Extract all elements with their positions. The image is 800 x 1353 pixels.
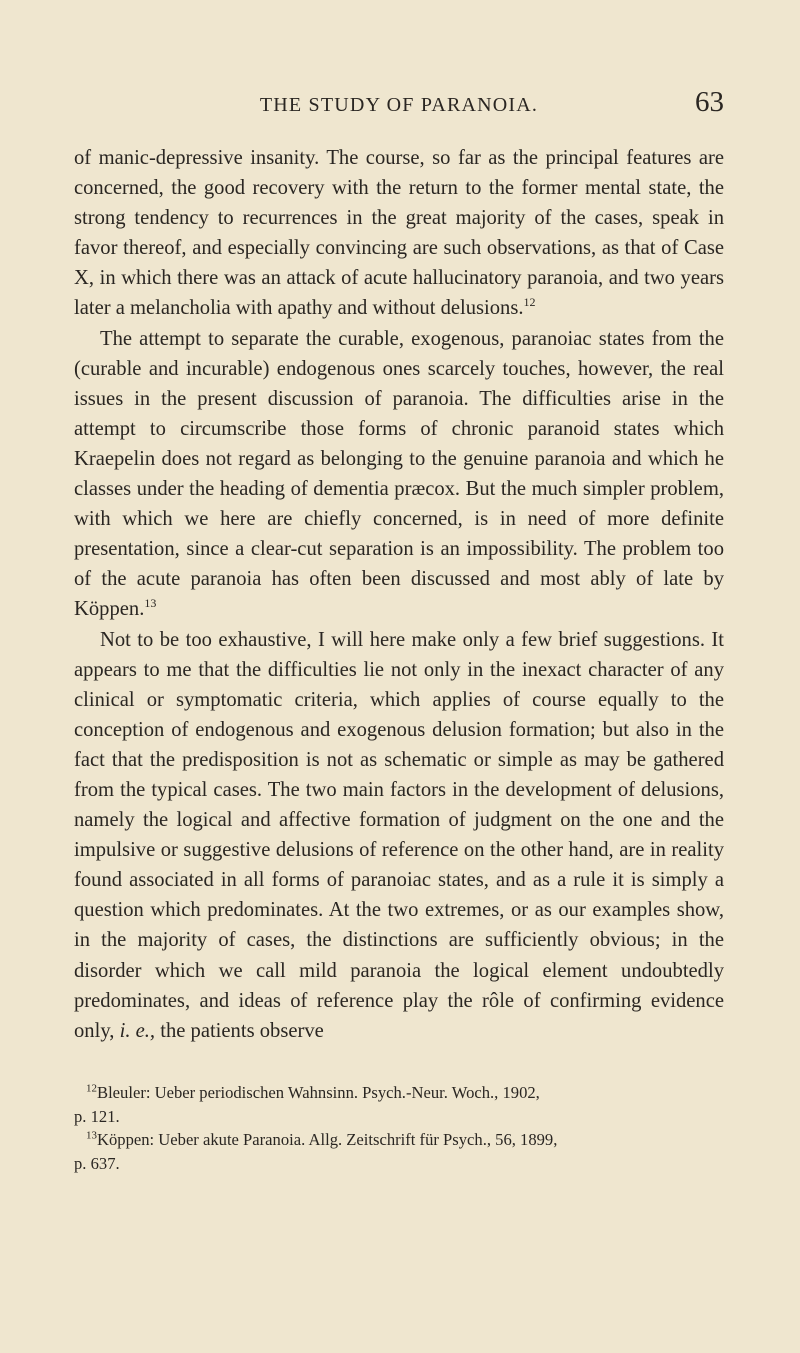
footnote-mark-13: 13 xyxy=(86,1129,97,1142)
running-title: THE STUDY OF PARANOIA. xyxy=(259,94,539,116)
footnote-ref-13: 13 xyxy=(144,596,157,611)
footnote-13-cont xyxy=(74,1152,724,1176)
footnote-13-line1: Köppen: Ueber akute Paranoia. Allg. Zeitschrift für Psych., 56, 1899, xyxy=(97,1130,558,1149)
paragraph-2-text: The attempt to separate the curable, exogenous, paranoiac states from the (curable and incurable) endogenous ones scarcely touches, however, the real issues in the present discussion of paranoia. The difficulties arise in the attempt to circumscribe those forms of chronic paranoid states which Kraepelin does not regard as belonging to the genuine paranoia and which he classes under the heading of dementia præcox. But the much simpler problem, with which we here are chiefly concerned, is in need of more definite presentation, since a clear-cut separation is an impossibility. The problem too of the acute paranoia has often been discussed and most ably of late by Köppen. xyxy=(74,327,724,621)
footnotes xyxy=(74,1081,724,1175)
footnote-12 xyxy=(74,1081,724,1105)
paragraph-1 xyxy=(74,143,724,324)
page-number: 63 xyxy=(695,86,724,118)
footnote-12-line1: Bleuler: Ueber periodischen Wahnsinn. Psych.-Neur. Woch., 1902, xyxy=(97,1083,540,1102)
footnote-12-line2: p. 121. xyxy=(74,1106,120,1126)
paragraph-3-italic: i. e., xyxy=(119,1019,156,1042)
footnote-ref-12: 12 xyxy=(523,295,536,310)
footnote-13 xyxy=(74,1128,724,1152)
body-text xyxy=(74,143,724,1046)
paragraph-3 xyxy=(74,625,724,1046)
paragraph-3-text: Not to be too exhaustive, I will here make only a few brief suggestions. It appears to me that the difficulties lie not only in the inexact character of any clinical or symptomatic criteria, which applies of course equally to the conception of endogenous and exogenous delusion formation; but also in the fact that the predisposition is not as schematic or simple as may be gathered from the typical cases. The two main factors in the development of delusions, namely the logical and affective formation of judgment on the one and the impulsive or suggestive delusions of reference on the other hand, are in reality found associated in all forms of paranoiac states, and as a rule it is simply a question which predominates. At the two extremes, or as our examples show, in the majority of cases, the distinctions are sufficiently obvious; in the disorder which we call mild paranoia the logical element undoubtedly predominates, and ideas of reference play the rôle of confirming evidence only, xyxy=(74,628,724,1042)
footnote-13-line2: p. 637. xyxy=(74,1153,120,1173)
running-head xyxy=(74,86,724,130)
footnote-mark-12: 12 xyxy=(86,1082,97,1095)
paragraph-1-text: of manic-depressive insanity. The course, so far as the principal features are concerned, the good recovery with the return to the former mental state, the strong tendency to recurrences in the great majority of the cases, speak in favor thereof, and especially convincing are such observations, as that of Case X, in which there was an attack of acute hallucinatory paranoia, and two years later a melancholia with apathy and without delusions. xyxy=(74,147,724,320)
paragraph-2 xyxy=(74,324,724,625)
paragraph-3-text-end: the patients observe xyxy=(160,1019,324,1042)
footnote-12-cont xyxy=(74,1105,724,1129)
